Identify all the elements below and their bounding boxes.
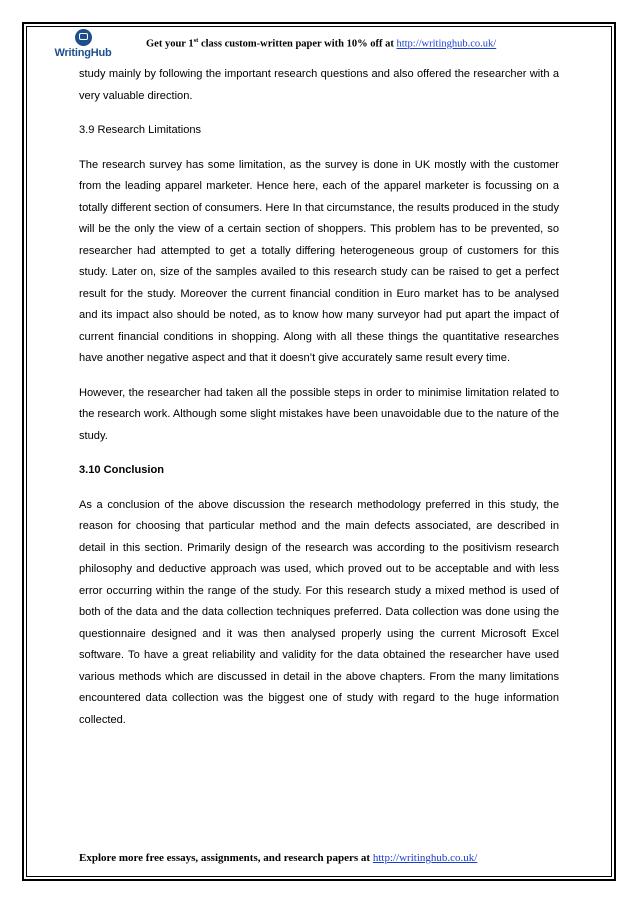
promo-text-start: Get your 1 [146, 38, 194, 50]
promo-text-end: class custom-written paper with 10% off at [198, 38, 397, 50]
limitations-paragraph-2: However, the researcher had taken all the possible steps in order to minimise limitation related to the research work. Although some slight mistakes have been unavoidable due to the nature of the study. [79, 386, 559, 442]
promo-header [146, 37, 496, 50]
promo-link[interactable]: http://writinghub.co.uk/ [396, 38, 497, 50]
document-body [79, 64, 559, 744]
logo-text: WritingHub [54, 47, 112, 59]
footer [79, 852, 477, 864]
conclusion-paragraph: As a conclusion of the above discussion the research methodology preferred in this study, the reason for choosing that particular method and the main defects associated, are described in detail in this section. Primarily design of the research was according to the positivism research philosophy and deductive approach was used, which proved out to be acceptable and with less error occurring within the range of the study. For this research study a mixed method is used of both of the data and the data collection techniques preferred. Data collection was done using the questionnaire designed and it was then analysed properly using the current Microsoft Excel software. To have a great reliability and validity for the data obtained the researcher have used various methods which are discussed in detail in the above chapters. From the many limitations encountered data collection was the biggest one of study with regard to the huge information collected. [79, 498, 559, 726]
footer-link[interactable]: http://writinghub.co.uk/ [372, 852, 478, 864]
intro-paragraph: study mainly by following the important research questions and also offered the researcher with a very valuable direction. [79, 68, 559, 102]
conclusion-heading: 3.10 Conclusion [79, 464, 165, 476]
logo-badge-icon [75, 29, 92, 46]
footer-text: Explore more free essays, assignments, and research papers at [79, 852, 373, 864]
promo-superscript: st [193, 37, 199, 44]
limitations-heading: 3.9 Research Limitations [79, 124, 202, 136]
writinghub-logo [52, 27, 114, 67]
limitations-paragraph-1: The research survey has some limitation, as the survey is done in UK mostly with the customer from the leading apparel marketer. Hence here, each of the apparel marketer is focussing on a totally different section of consumers. Here In that circumstance, the results produced in the study will be the only the view of a certain section of shoppers. This problem has to be prevented, so researcher had attempted to get a totally differing heterogeneous group of customers for this study. Later on, size of the samples availed to this research study can be raised to get a perfect result for the study. Moreover the current financial condition in Euro market has to be analysed and its impact also should be noted, as to know how many surveyor had put apart the impact of current financial conditions in shopping. Along with all these things the quantitative researches have another negative aspect and that it doesn’t give accurately same result every time. [79, 158, 559, 364]
